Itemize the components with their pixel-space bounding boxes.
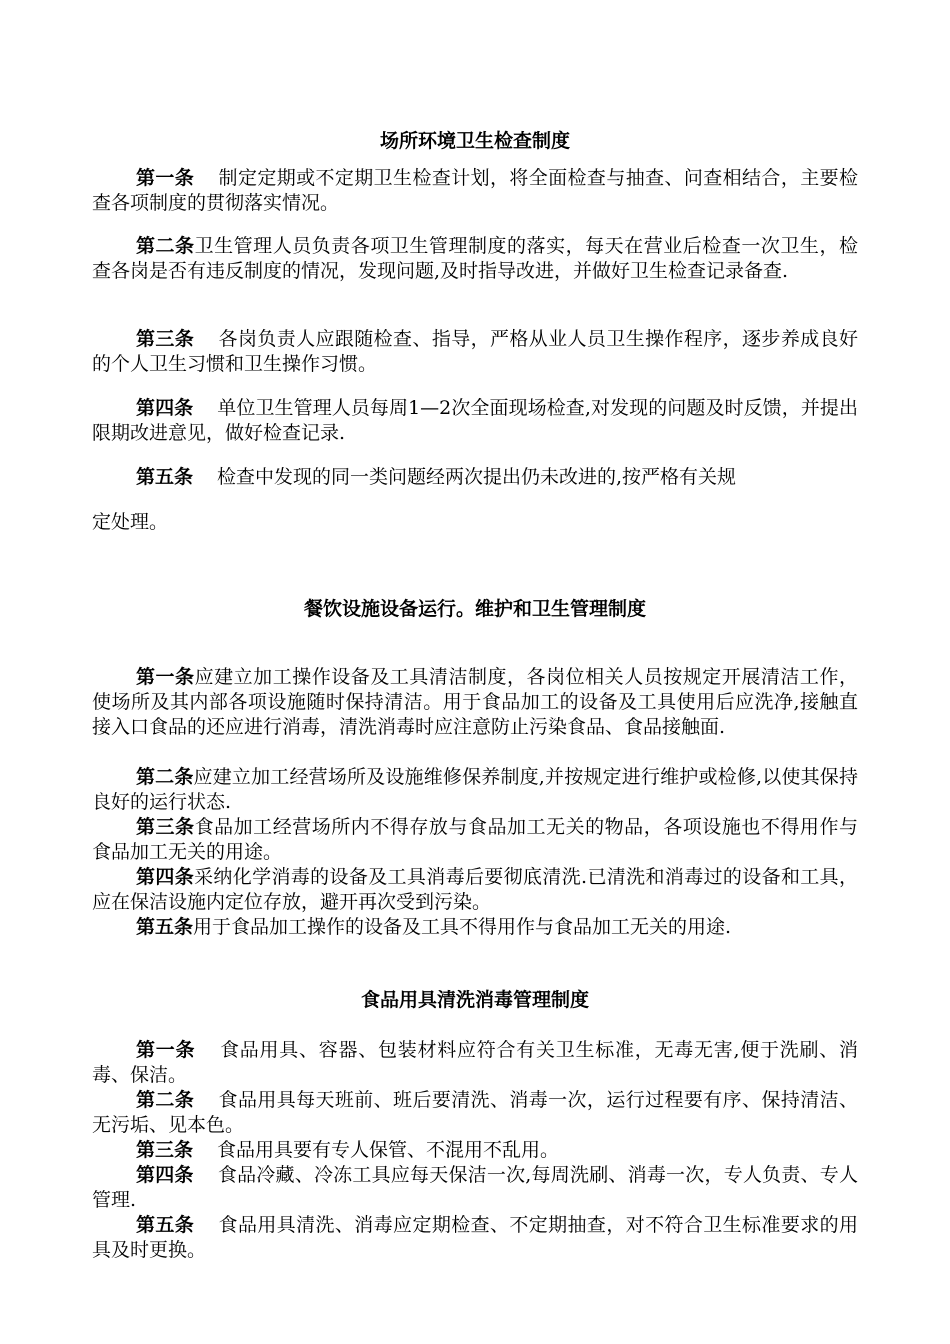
article	[92, 1038, 858, 1088]
article	[92, 915, 858, 940]
article-text: 单位卫生管理人员每周1—2次全面现场检查,对发现的问题及时反馈，并提出限期改进意见，做好检查记录.	[92, 397, 858, 444]
article	[92, 1088, 858, 1138]
article	[92, 815, 858, 865]
article-text: 食品用具要有专人保管、不混用不乱用。	[217, 1139, 560, 1161]
article-label: 第五条	[136, 1214, 195, 1236]
article-text: 制定定期或不定期卫生检查计划，将全面检查与抽查、问查相结合，主要检查各项制度的贯彻落实情况。	[92, 167, 858, 214]
article	[92, 1138, 858, 1163]
section-title: 场所环境卫生检查制度	[379, 130, 570, 152]
article-text: 应建立加工操作设备及工具清洁制度，各岗位相关人员按规定开展清洁工作，使场所及其内部各项设施随时保持清洁。用于食品加工的设备及工具使用后应洗净,接触直接入口食品的还应进行消毒，清洗消毒时应注意防止污染食品、食品接触面.	[92, 666, 858, 738]
article-label: 第四条	[136, 1164, 194, 1186]
article	[92, 166, 858, 216]
article-text: 检查中发现的同一类问题经两次提出仍未改进的,按严格有关规	[217, 466, 737, 488]
article	[92, 765, 858, 815]
article-text: 采纳化学消毒的设备及工具消毒后要彻底清洗.已清洗和消毒过的设备和工具，应在保洁设施内定位存放，避开再次受到污染。	[92, 866, 858, 913]
section-title: 餐饮设施设备运行。维护和卫生管理制度	[303, 598, 646, 620]
article-text: 应建立加工经营场所及设施维修保养制度,并按规定进行维护或检修,以使其保持良好的运行状态.	[92, 766, 858, 813]
article-label: 第三条	[136, 328, 195, 350]
article-label: 第二条	[136, 235, 195, 257]
article-label: 第一条	[136, 167, 195, 189]
article-text: 卫生管理人员负责各项卫生管理制度的落实，每天在营业后检查一次卫生，检查各岗是否有违反制度的情况，发现问题,及时指导改进，并做好卫生检查记录备查.	[92, 235, 858, 282]
article-continuation: 定处理。	[92, 511, 169, 533]
article	[92, 865, 858, 915]
article-label: 第一条	[136, 1039, 196, 1061]
article	[92, 234, 858, 284]
article-label: 第二条	[136, 1089, 195, 1111]
article-label: 第三条	[136, 816, 195, 838]
section-title: 食品用具清洗消毒管理制度	[360, 989, 589, 1011]
article	[92, 327, 858, 377]
article-label: 第五条	[136, 916, 194, 938]
article	[92, 465, 852, 490]
article-label: 第四条	[136, 866, 195, 888]
article-label: 第一条	[136, 666, 195, 688]
article	[92, 1213, 858, 1263]
article-text: 食品冷藏、冷冻工具应每天保洁一次,每周洗刷、消毒一次，专人负责、专人管理.	[92, 1164, 858, 1211]
article-text: 食品用具清洗、消毒应定期检查、不定期抽查，对不符合卫生标准要求的用具及时更换。	[92, 1214, 858, 1261]
article	[92, 665, 858, 740]
article-text: 食品加工经营场所内不得存放与食品加工无关的物品，各项设施也不得用作与食品加工无关的用途。	[92, 816, 858, 863]
article	[92, 396, 858, 446]
article-label: 第三条	[136, 1139, 194, 1161]
article-text: 食品用具每天班前、班后要清洗、消毒一次，运行过程要有序、保持清洁、无污垢、见本色。	[92, 1089, 858, 1136]
article-text: 用于食品加工操作的设备及工具不得用作与食品加工无关的用途.	[193, 916, 732, 938]
article-text: 食品用具、容器、包装材料应符合有关卫生标准，无毒无害,便于洗刷、消毒、保洁。	[92, 1039, 858, 1086]
article-label: 第二条	[136, 766, 194, 788]
article-text: 各岗负责人应跟随检查、指导，严格从业人员卫生操作程序，逐步养成良好的个人卫生习惯和卫生操作习惯。	[92, 328, 858, 375]
article-label: 第四条	[136, 397, 194, 419]
article-label: 第五条	[136, 466, 194, 488]
article	[92, 1163, 858, 1213]
